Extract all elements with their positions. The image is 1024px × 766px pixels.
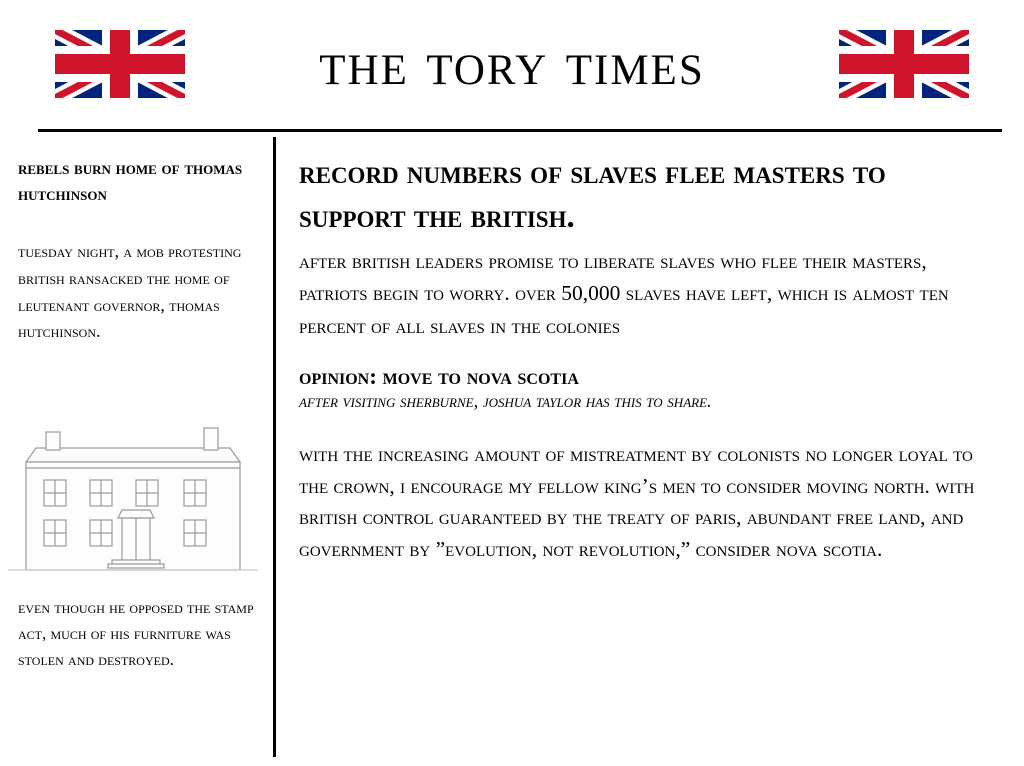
opinion-body: with the increasing amount of mistreatment by colonists no longer loyal to the crown, i encourage my fellow king’s men to consider moving north. with british control guaranteed by the treaty of paris, abundant free land, and government by ”evolution, not revolution,” consider nova scotia. [299,441,975,562]
masthead-divider [38,129,1002,132]
main-body: after british leaders promise to liberate slaves who flee their masters, patriots begin to worry. over 50,000 slaves have left, which is almost ten percent of all slaves in the colonies [299,249,949,338]
union-jack-flag-left [55,30,185,98]
sidebar-headline: rebels burn home of thomas hutchinson [18,158,243,206]
opinion-subhead: after visiting sherburne, joshua taylor has this to share. [299,391,712,412]
article-area [0,140,1024,766]
main-column [273,140,1024,766]
colonial-house-illustration [8,422,258,582]
masthead [0,0,1024,128]
flag-cross-red-horizontal [839,54,969,74]
sidebar-column [0,140,273,766]
opinion-headline: opinion: move to nova scotia [299,363,579,389]
flag-cross-red-horizontal [55,54,185,74]
sidebar-body-paragraph-2: even though he opposed the stamp act, much of his furniture was stolen and destroyed. [18,598,254,669]
page-title: the tory times [319,29,705,98]
union-jack-flag-right [839,30,969,98]
main-headline: record numbers of slaves flee masters to support the british. [299,155,886,235]
sidebar-body-paragraph-1: tuesday night, a mob protesting british ransacked the home of leutenant governor, thomas hutchinson. [18,241,242,342]
